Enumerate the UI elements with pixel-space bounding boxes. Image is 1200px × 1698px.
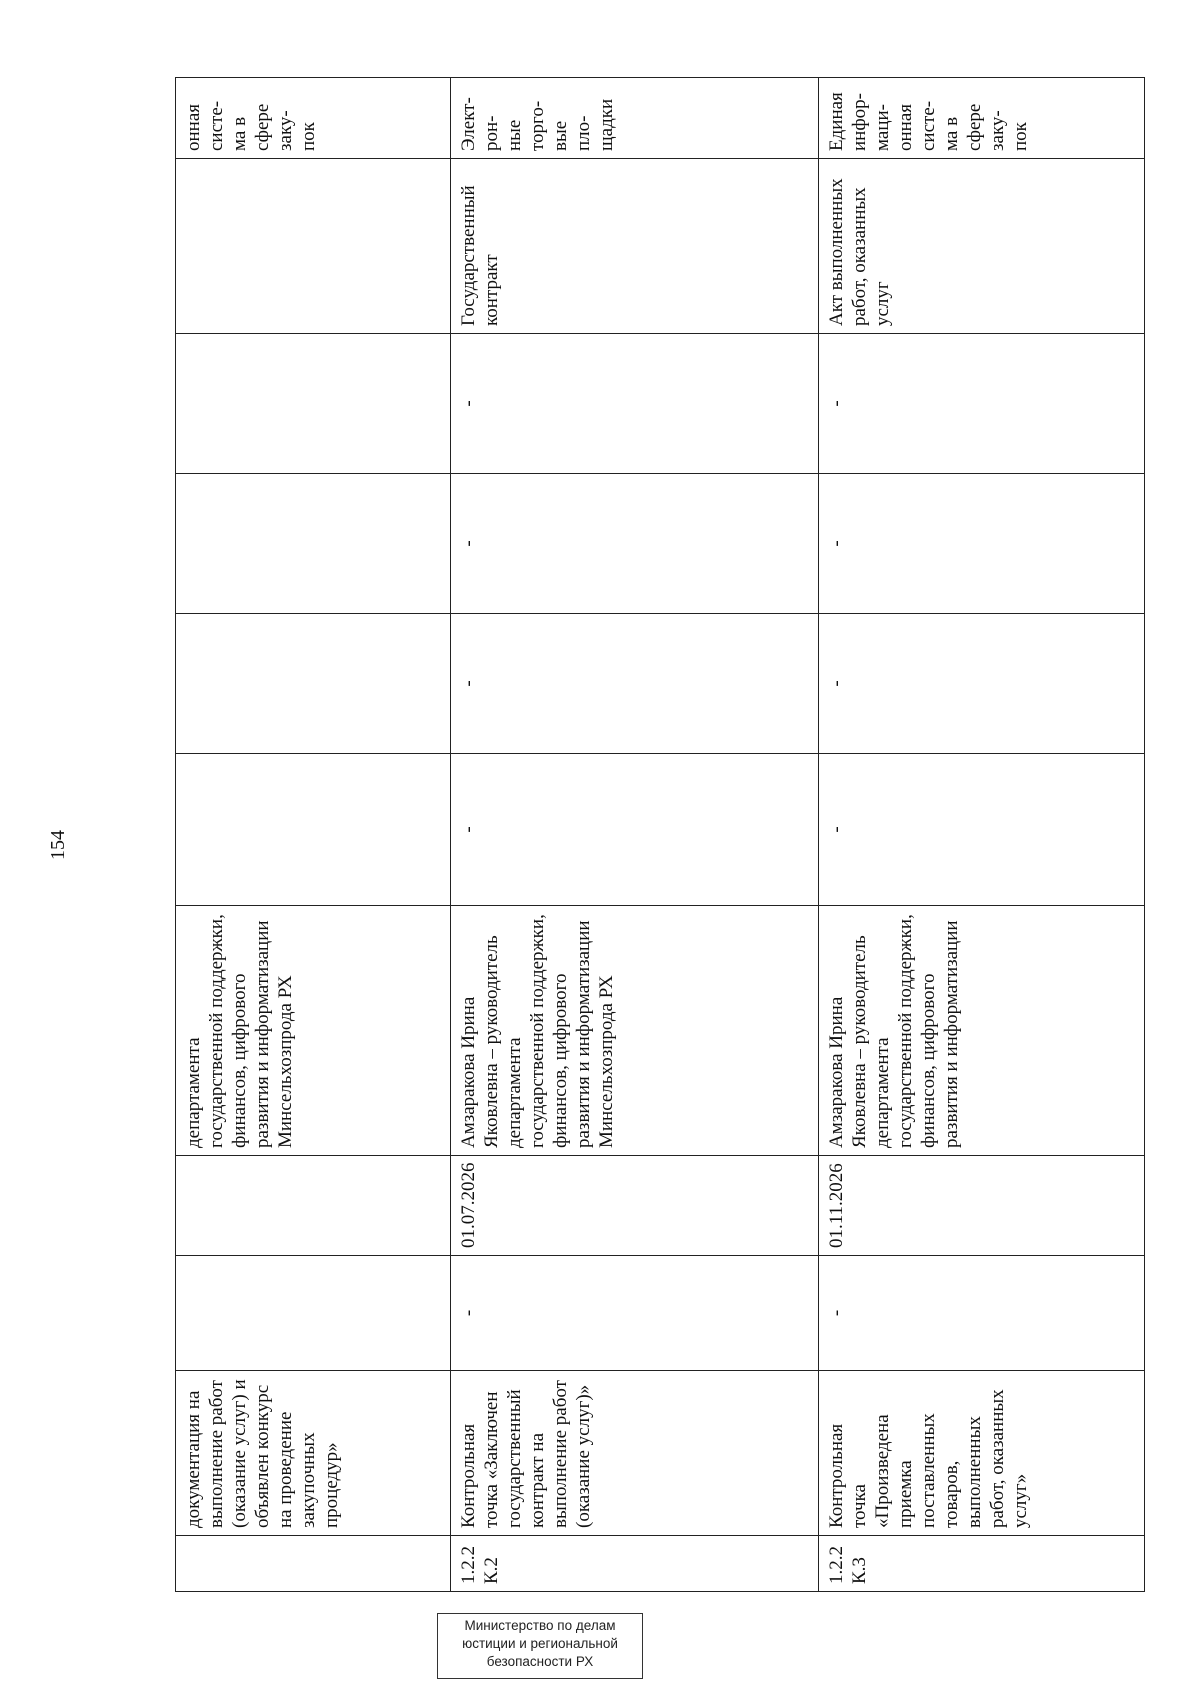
row-col9-cell: - xyxy=(451,334,819,474)
row-name-cell: Контрольная точка «Произведена приемка поставленных товаров, выполненных работ, оказанных услуг» xyxy=(819,1371,1145,1536)
row-col9-cell xyxy=(176,334,451,474)
row-name-cell: Контрольная точка «Заключен государственный контракт на выполнение работ (оказание услуг)» xyxy=(451,1371,819,1536)
row-col6-cell xyxy=(176,754,451,906)
row-start-cell xyxy=(176,1256,451,1371)
row-responsible-cell: Амзаракова Ирина Яковлевна – руководитель департамента государственной поддержки, финансов, цифрового развития и информатизации xyxy=(819,906,1145,1156)
row-name-cell: документация на выполнение работ (оказание услуг) и объявлен конкурс на проведение закупочных процедур» xyxy=(176,1371,451,1536)
row-col9-cell: - xyxy=(819,334,1145,474)
row-end-cell: 01.11.2026 xyxy=(819,1156,1145,1256)
row-col6-cell: - xyxy=(451,754,819,906)
row-end-cell xyxy=(176,1156,451,1256)
row-id-cell xyxy=(176,1536,451,1592)
stamp-line: безопасности РХ xyxy=(486,1654,594,1669)
row-system-cell: Элект- рон- ные торго- вые пло- щадки xyxy=(451,78,819,159)
row-col7-cell: - xyxy=(451,614,819,754)
row-start-cell: - xyxy=(819,1256,1145,1371)
row-col8-cell xyxy=(176,474,451,614)
page-number: 154 xyxy=(47,830,69,860)
stamp-line: Министерство по делам xyxy=(464,1618,616,1633)
stamp-line: юстиции и региональной xyxy=(462,1636,618,1651)
row-system-cell: онная систе- ма в сфере заку- пок xyxy=(176,78,451,159)
row-document-cell: Государственный контракт xyxy=(451,159,819,334)
document-table-rotated xyxy=(175,78,1113,1592)
table-row xyxy=(819,78,1145,1592)
row-document-cell: Акт выполненных работ, оказанных услуг xyxy=(819,159,1145,334)
row-system-cell: Единая инфор- маци- онная систе- ма в сфере заку- пок xyxy=(819,78,1145,159)
row-col7-cell: - xyxy=(819,614,1145,754)
row-document-cell xyxy=(176,159,451,334)
row-start-cell: - xyxy=(451,1256,819,1371)
ministry-stamp xyxy=(437,1613,643,1679)
row-end-cell: 01.07.2026 xyxy=(451,1156,819,1256)
row-col7-cell xyxy=(176,614,451,754)
row-col6-cell: - xyxy=(819,754,1145,906)
row-id-cell: 1.2.2 К.2 xyxy=(451,1536,819,1592)
row-id-cell: 1.2.2 К.3 xyxy=(819,1536,1145,1592)
plan-table xyxy=(175,77,1145,1592)
row-col8-cell: - xyxy=(819,474,1145,614)
table-row xyxy=(451,78,819,1592)
row-col8-cell: - xyxy=(451,474,819,614)
row-responsible-cell: Амзаракова Ирина Яковлевна – руководитель департамента государственной поддержки, финансов, цифрового развития и информатизации Минсельхозпрода РХ xyxy=(451,906,819,1156)
table-row xyxy=(176,78,451,1592)
row-responsible-cell: департамента государственной поддержки, финансов, цифрового развития и информатизации Минсельхозпрода РХ xyxy=(176,906,451,1156)
